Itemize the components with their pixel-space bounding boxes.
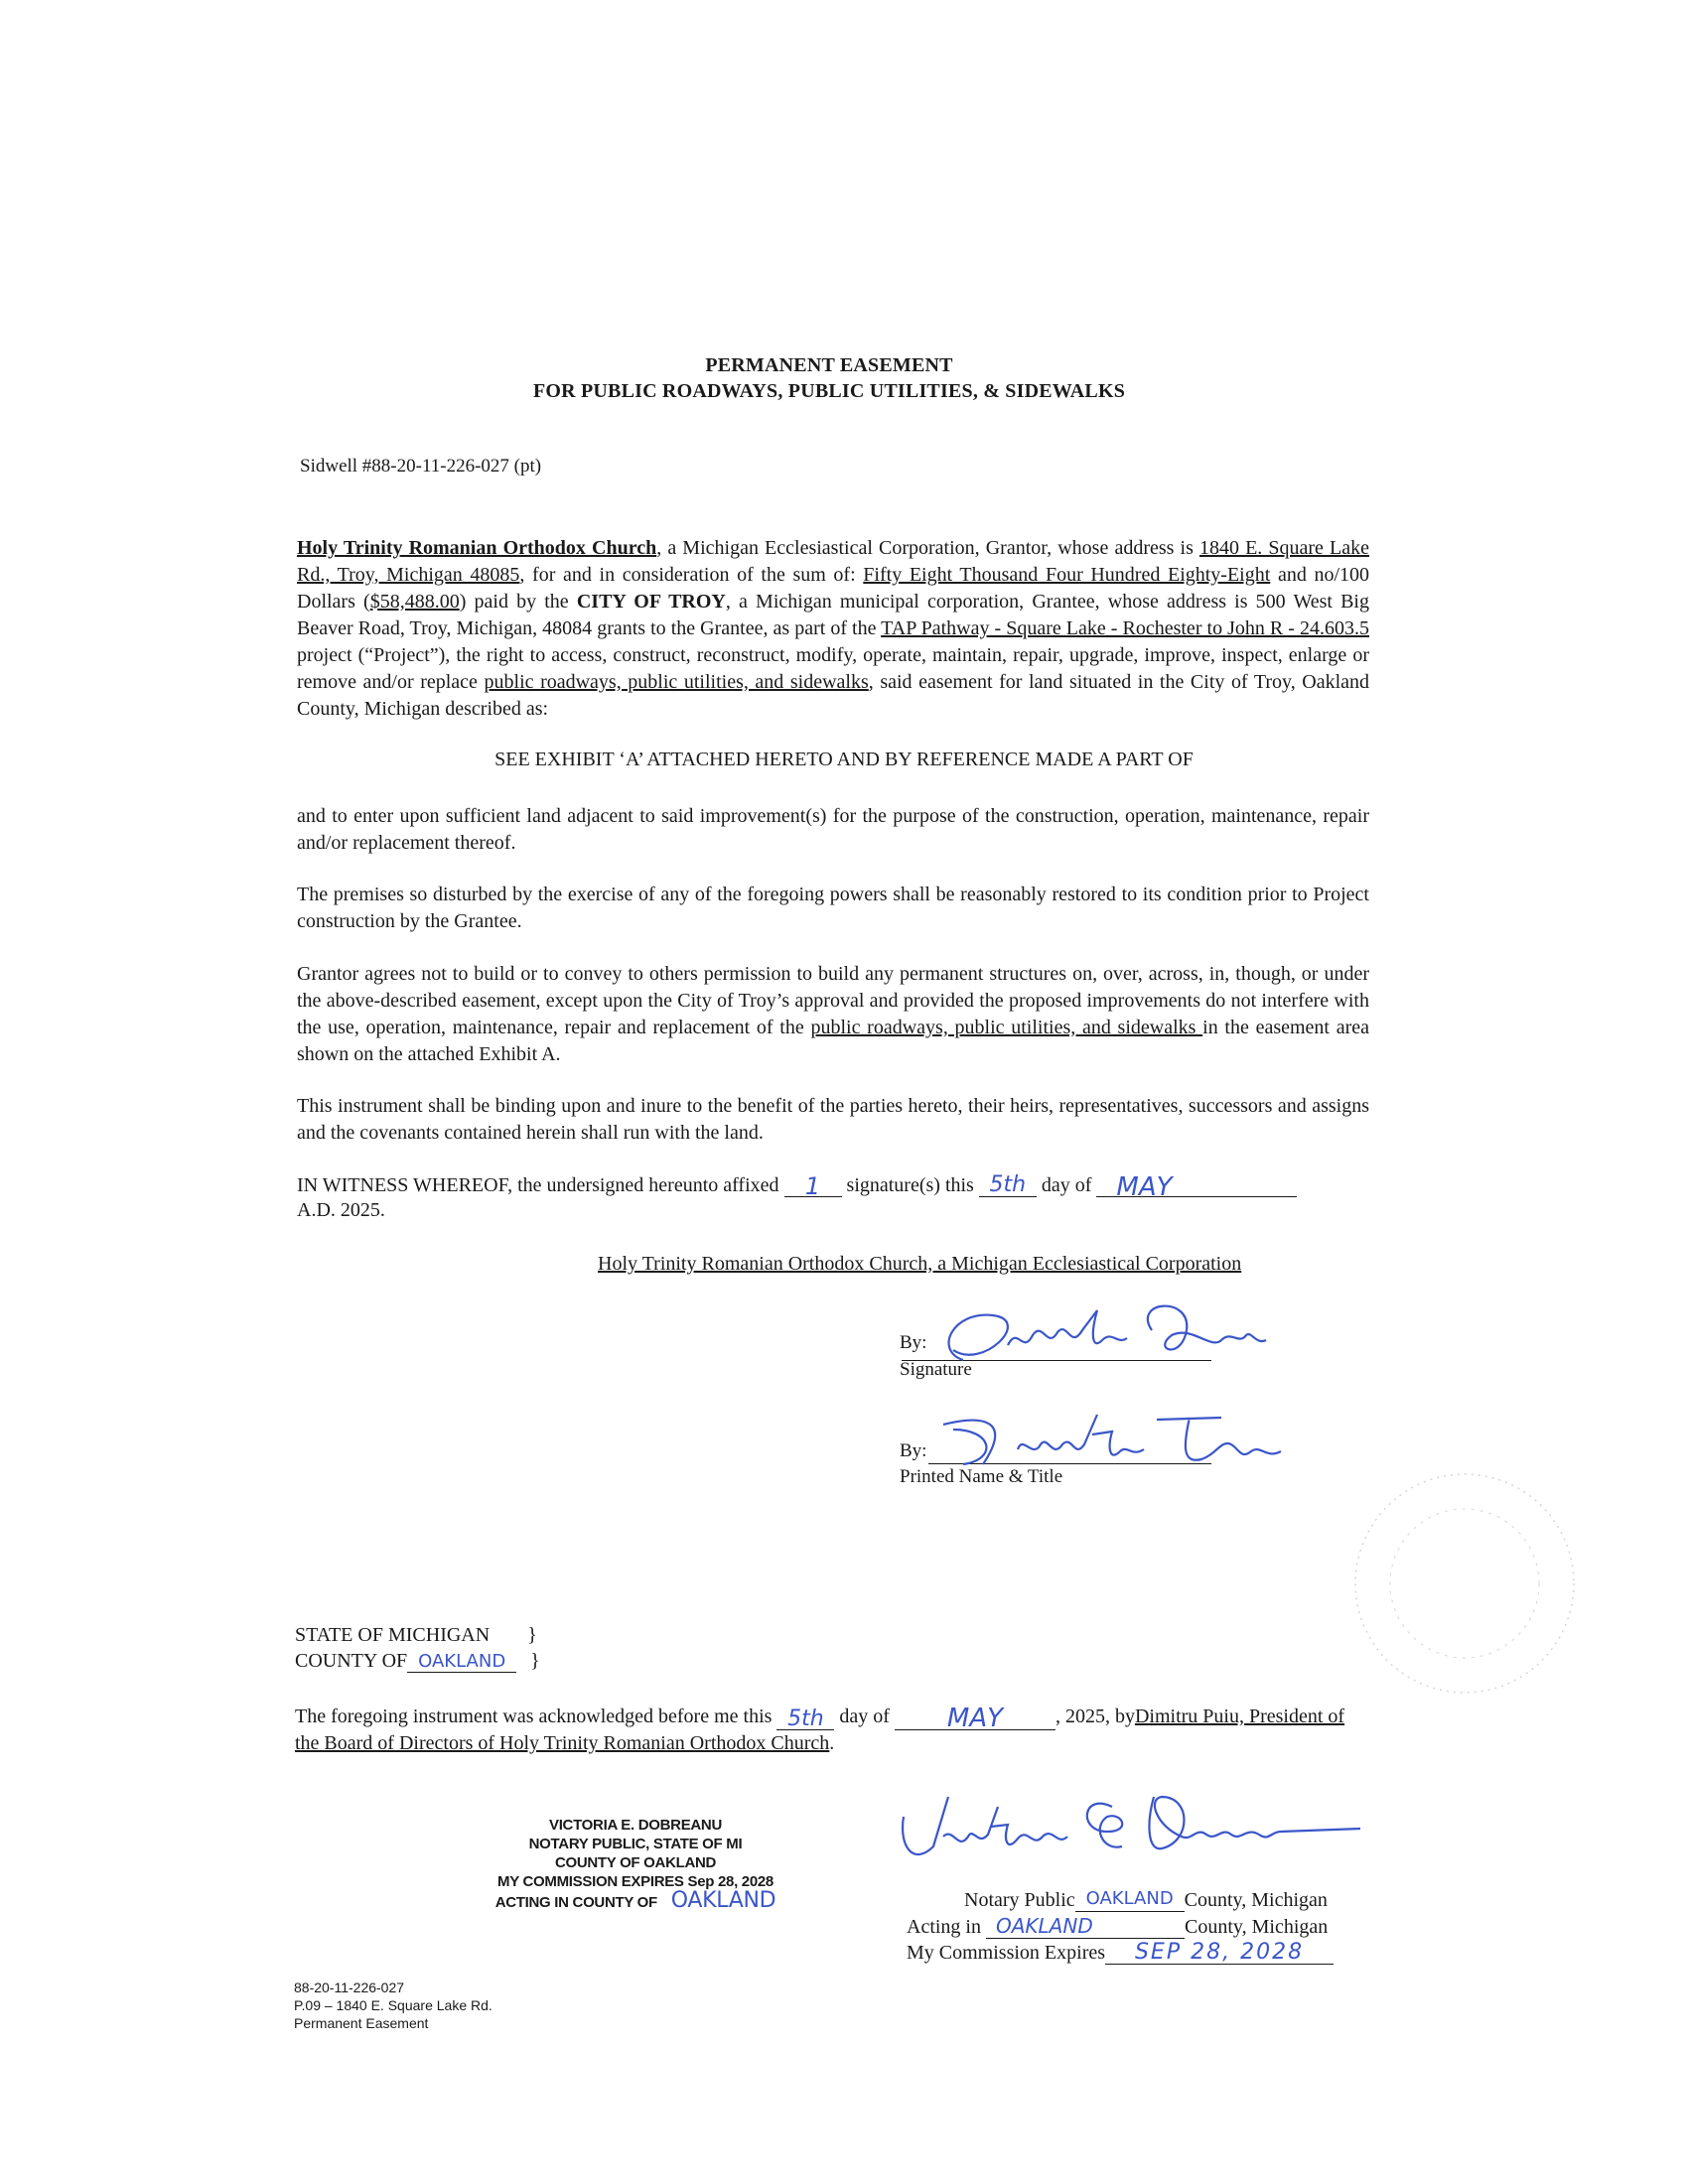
grant-text-7: , said easement for land situated in the City of Troy, Oakland County, Michigan described as: [297, 671, 1370, 720]
exhibit-reference: SEE EXHIBIT ‘A’ ATTACHED HERETO AND BY REFERENCE MADE A PART OF [494, 749, 1194, 770]
stamp-acting-county: OAKLAND [670, 1888, 776, 1913]
ack-month: MAY [946, 1704, 1004, 1733]
ack-text-4: . [829, 1732, 835, 1754]
witness-day-field [979, 1172, 1037, 1197]
ack-text-2: day of [839, 1706, 890, 1727]
grantor-agreement-text-2: in the easement area shown on the attached Exhibit A. [297, 1017, 1369, 1065]
commission-expires-value: SEP 28, 2028 [1134, 1940, 1305, 1965]
grantor-name: Holy Trinity Romanian Orthodox Church [297, 537, 657, 559]
grant-text-1: , a Michigan Ecclesiastical Corporation, Grantor, whose address is [656, 537, 1199, 559]
county-brace: } [530, 1650, 540, 1672]
grantor-address: 1840 E. Square Lake Rd., Troy, Michigan 48085 [297, 537, 1369, 586]
witness-year: A.D. 2025. [297, 1199, 385, 1221]
grant-paragraph [297, 535, 1369, 723]
title-line-1: PERMANENT EASEMENT [705, 354, 953, 376]
signature-scribble-2 [923, 1390, 1321, 1479]
acting-county-field [986, 1914, 1185, 1939]
commission-expires-field [1105, 1940, 1334, 1965]
grantor-agreement-underlined: public roadways, public utilities, and sidewalks [810, 1017, 1203, 1038]
ack-text-1: The foregoing instrument was acknowledged before me this [295, 1706, 773, 1727]
county-prefix: COUNTY OF [295, 1650, 408, 1672]
stamp-line-5 [477, 1888, 794, 1913]
notary-public-label: Notary Public [964, 1889, 1075, 1911]
footer-line-1: 88-20-11-226-027 [294, 1979, 405, 1995]
witness-text-3: day of [1041, 1174, 1092, 1196]
stamp-line-4: MY COMMISSION EXPIRES Sep 28, 2028 [497, 1873, 774, 1890]
notary-county: OAKLAND [1085, 1888, 1174, 1909]
witness-month: MAY [1116, 1172, 1173, 1202]
acting-in-line [907, 1914, 1328, 1939]
acknowledgment-paragraph [295, 1704, 1367, 1757]
project-name: TAP Pathway - Square Lake - Rochester to John R - 24.603.5 [881, 617, 1369, 639]
notary-county-field [1075, 1887, 1185, 1912]
acting-county: OAKLAND [996, 1914, 1093, 1938]
witness-text-2: signature(s) this [846, 1174, 974, 1196]
signature-count: 1 [804, 1172, 821, 1200]
county-handwritten: OAKLAND [418, 1651, 506, 1672]
enter-paragraph: and to enter upon sufficient land adjacent to said improvement(s) for the purpose of the construction, operation, maintenance, repair and/or replacement thereof. [297, 805, 1369, 854]
notary-seal-impression [1340, 1459, 1589, 1707]
grant-text-6: project (“Project”), the right to access, construct, reconstruct, modify, operate, maintain, repair, upgrade, improve, inspect, enlarge or remove and/or replace [297, 644, 1369, 693]
stamp-line-3: COUNTY OF OAKLAND [554, 1854, 717, 1871]
witness-month-field [1096, 1172, 1297, 1202]
signature-scribble-1 [923, 1291, 1301, 1380]
witness-day: 5th [989, 1172, 1027, 1197]
ack-text-3: , 2025, by [1055, 1706, 1135, 1727]
ack-signer-name: Dimitru Puiu, President of the Board of Directors of Holy Trinity Romanian Orthodox Church [295, 1706, 1345, 1754]
title-line-2: FOR PUBLIC ROADWAYS, PUBLIC UTILITIES, & SIDEWALKS [532, 380, 1126, 402]
acting-in-label: Acting in [907, 1916, 981, 1938]
grant-text-2: , for and in consideration of the sum of: [519, 564, 864, 586]
stamp-acting-label: ACTING IN COUNTY OF [494, 1894, 657, 1911]
county-field [407, 1650, 516, 1673]
commission-expires-label: My Commission Expires [907, 1942, 1106, 1964]
printed-name-label: Printed Name & Title [900, 1466, 1063, 1487]
witness-line [297, 1172, 1297, 1202]
amount-words: Fifty Eight Thousand Four Hundred Eighty-Eight [863, 564, 1271, 586]
ack-day: 5th [787, 1706, 824, 1731]
by-label-1: By: [900, 1332, 927, 1353]
corporation-line: Holy Trinity Romanian Orthodox Church, a Michigan Ecclesiastical Corporation [598, 1253, 1242, 1275]
premises-paragraph: The premises so disturbed by the exercise of any of the foregoing powers shall be reasonably restored to its condition prior to Project construction by the Grantee. [297, 884, 1369, 932]
easement-purpose: public roadways, public utilities, and sidewalks [484, 671, 869, 693]
state-name: STATE OF MICHIGAN [295, 1624, 491, 1646]
notary-public-line [964, 1887, 1328, 1912]
binding-paragraph: This instrument shall be binding upon and inure to the benefit of the parties hereto, their heirs, representatives, successors and assigns and the covenants contained herein shall run with the land. [297, 1095, 1369, 1144]
sidwell-number: Sidwell #88-20-11-226-027 (pt) [300, 456, 542, 477]
grant-text-3: and no/100 Dollars ( [297, 564, 1370, 613]
amount-figure: $58,488.00 [369, 591, 460, 613]
by-label-2: By: [900, 1440, 927, 1461]
witness-text-1: IN WITNESS WHEREOF, the undersigned hereunto affixed [297, 1174, 779, 1196]
state-line [295, 1624, 537, 1647]
grant-text-5: , a Michigan municipal corporation, Grantee, whose address is 500 West Big Beaver Road, Troy, Michigan, 48084 grants to the Grantee, as part of the [297, 591, 1369, 639]
footer-line-3: Permanent Easement [294, 2015, 429, 2031]
stamp-notary-name: VICTORIA E. DOBREANU [548, 1817, 722, 1834]
commission-expires-line [907, 1940, 1334, 1965]
notary-stamp [477, 1816, 794, 1912]
grantor-agreement-paragraph [297, 961, 1369, 1068]
notary-signature [894, 1777, 1370, 1876]
grant-text-4: ) paid by the [459, 591, 577, 613]
ack-day-field [776, 1706, 834, 1730]
signature-label: Signature [900, 1359, 972, 1380]
state-brace: } [527, 1624, 537, 1646]
stamp-line-2: NOTARY PUBLIC, STATE OF MI [528, 1836, 743, 1852]
ack-month-field [895, 1704, 1055, 1733]
notary-county-suffix: County, Michigan [1184, 1889, 1328, 1911]
county-line [295, 1650, 540, 1673]
signature-count-field [784, 1172, 842, 1200]
grantee-name: CITY OF TROY [576, 591, 726, 613]
acting-county-suffix: County, Michigan [1185, 1916, 1329, 1938]
document-footer [294, 1979, 492, 2032]
grantor-agreement-text-1: Grantor agrees not to build or to convey to others permission to build any permanent structures on, over, across, in, though, or under the above-described easement, except upon the City of Troy’s approval and provided the proposed improvements do not interfere with the use, operation, maintenance, repair and replacement of the [297, 963, 1369, 1038]
footer-line-2: P.09 – 1840 E. Square Lake Rd. [294, 1997, 492, 2013]
